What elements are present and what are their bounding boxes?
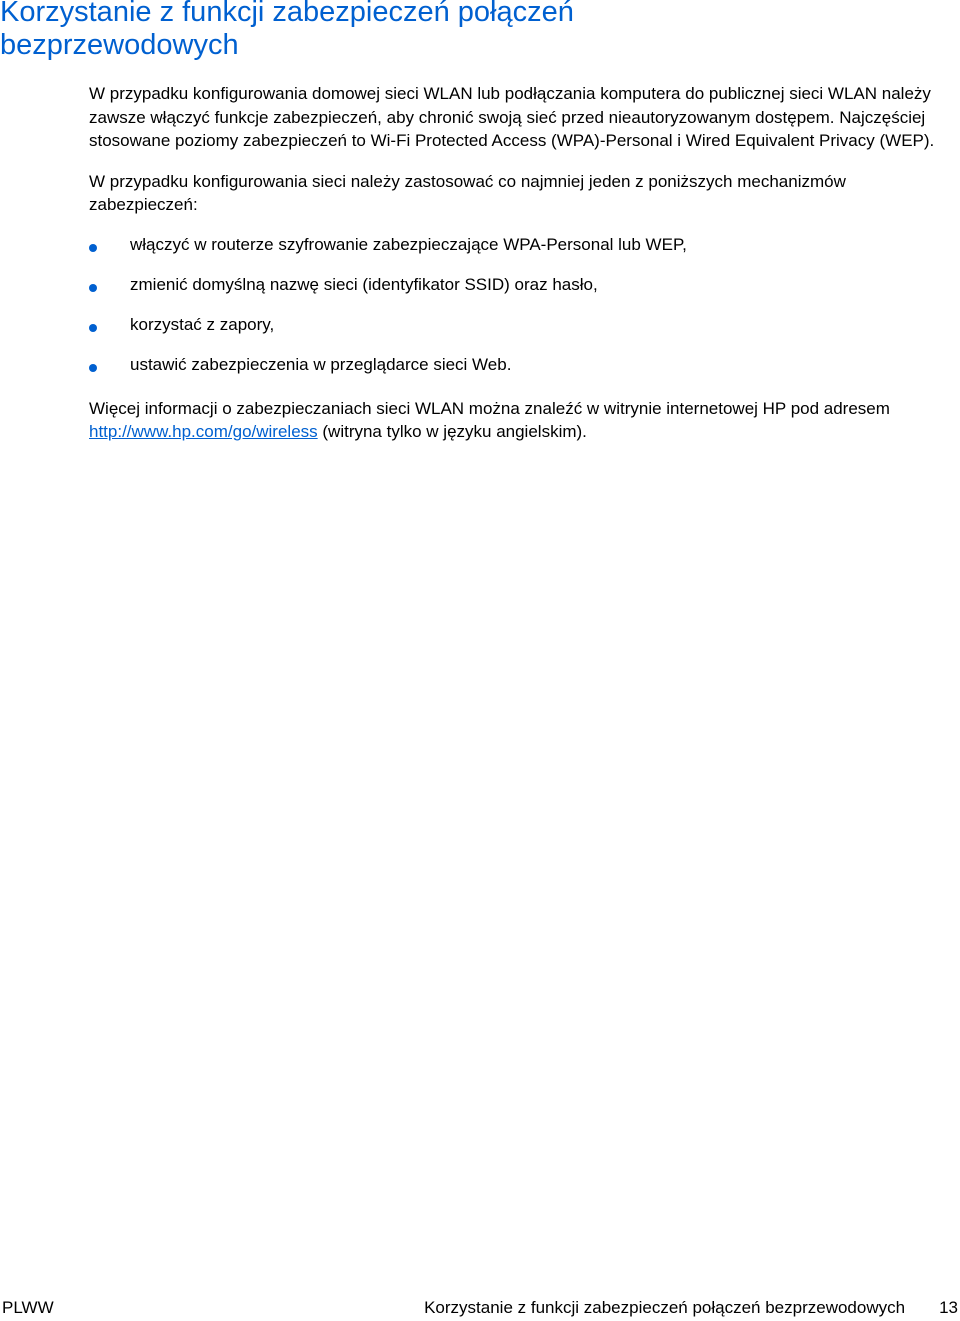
page-footer	[0, 1297, 960, 1319]
list-item	[89, 307, 954, 347]
intro-paragraph: W przypadku konfigurowania domowej sieci WLAN lub podłączania komputera do publicznej sieci WLAN należy zawsze włączyć funkcje zabezpieczeń, aby chronić swoją sieć przed nieautoryzowanym dostępem. Najczęściej stosowane poziomy zabezpieczeń to Wi-Fi Protected Access (WPA)-Personal i Wired Equivalent Privacy (WEP).	[89, 84, 935, 150]
list-item-text: włączyć w routerze szyfrowanie zabezpieczające WPA-Personal lub WEP,	[130, 234, 687, 254]
list-item-text: zmienić domyślną nazwę sieci (identyfikator SSID) oraz hasło,	[130, 274, 598, 294]
bullet-icon	[89, 324, 97, 332]
bullet-icon	[89, 284, 97, 292]
list-item-text: ustawić zabezpieczenia w przeglądarce sieci Web.	[130, 354, 512, 374]
footer-page-number: 13	[939, 1298, 958, 1317]
page-title: Korzystanie z funkcji zabezpieczeń połączeń bezprzewodowych	[0, 0, 574, 61]
more-info-suffix: (witryna tylko w języku angielskim).	[317, 422, 587, 441]
footer-section-and-page	[424, 1297, 958, 1319]
main-content	[89, 82, 954, 444]
list-item	[89, 347, 954, 387]
footer-section-title: Korzystanie z funkcji zabezpieczeń połączeń bezprzewodowych	[424, 1298, 906, 1317]
hp-wireless-link[interactable]: http://www.hp.com/go/wireless	[89, 422, 318, 441]
bullet-icon	[89, 364, 97, 372]
footer-locale-code: PLWW	[2, 1298, 54, 1317]
list-item	[89, 267, 954, 307]
bullet-icon	[89, 244, 97, 252]
security-measures-list	[89, 227, 954, 387]
list-item	[89, 227, 954, 267]
more-info-text: Więcej informacji o zabezpieczaniach sieci WLAN można znaleźć w witrynie internetowej HP pod adresem	[89, 398, 890, 418]
list-item-text: korzystać z zapory,	[130, 314, 275, 334]
security-lead-paragraph: W przypadku konfigurowania sieci należy zastosować co najmniej jeden z poniższych mechanizmów zabezpieczeń:	[89, 171, 846, 214]
more-info-paragraph	[89, 397, 954, 444]
